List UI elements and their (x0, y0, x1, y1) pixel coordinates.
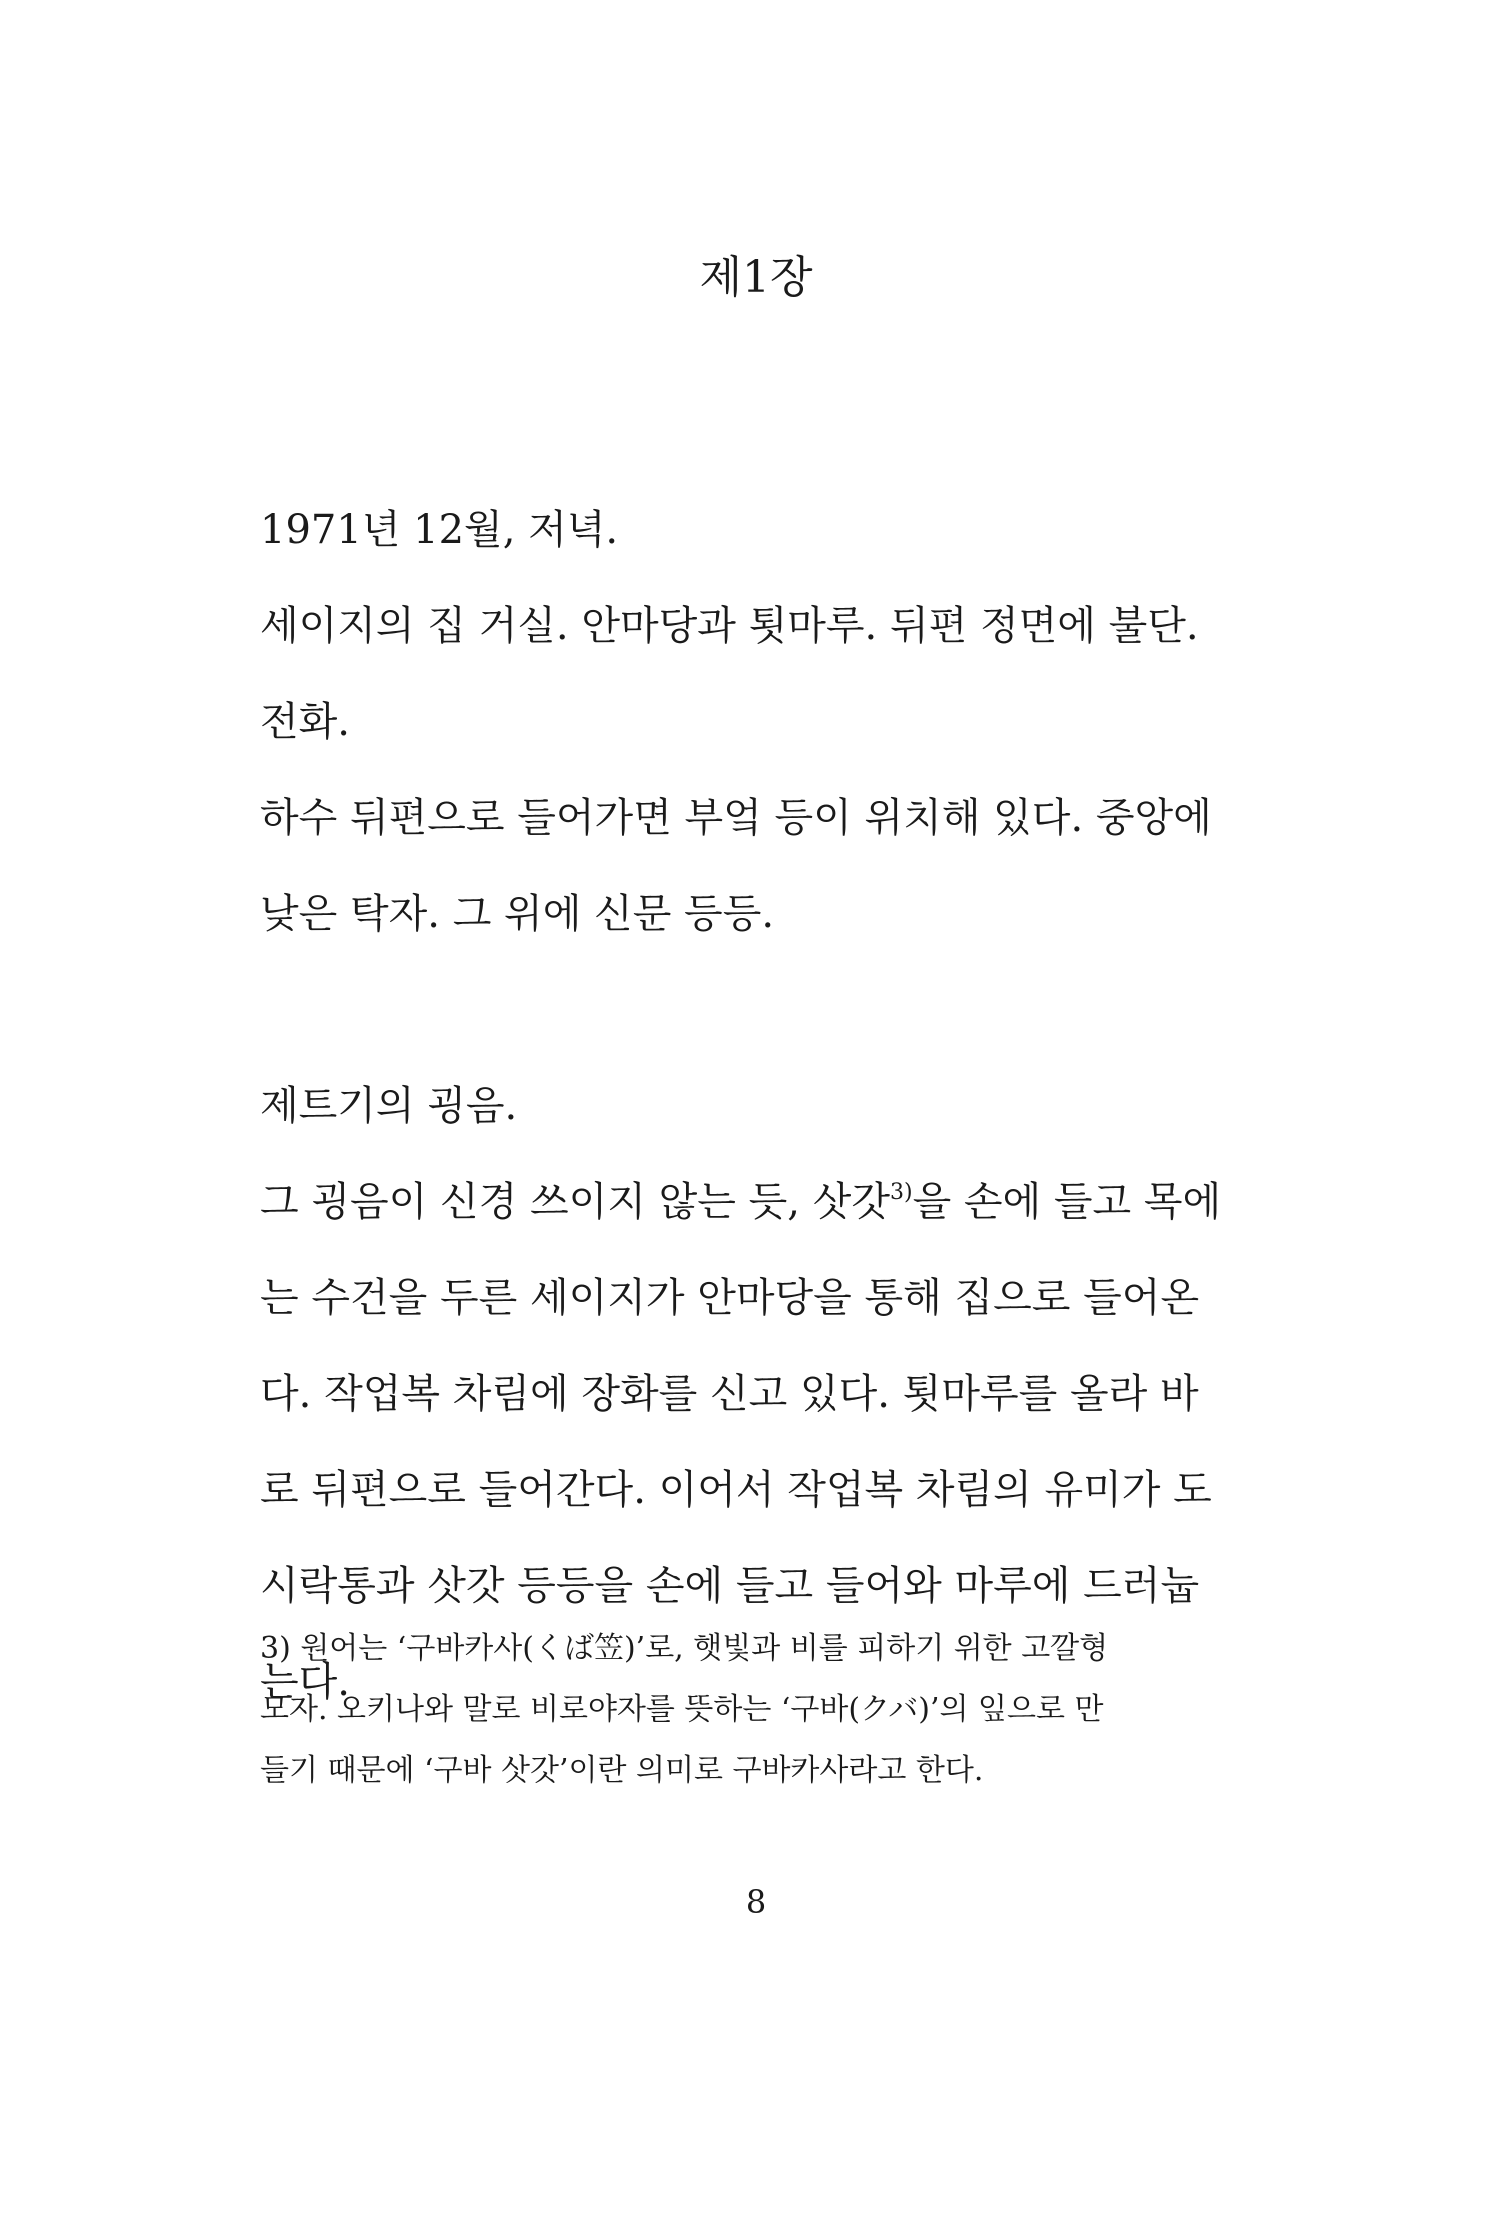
action-line: 제트기의 굉음. (260, 1083, 518, 1129)
action-line: 시락통과 삿갓 등등을 손에 들고 들어와 마루에 드러눕 (260, 1563, 1200, 1609)
scene-line: 1971년 12월, 저녁. (260, 507, 619, 553)
page-number: 8 (745, 1883, 767, 1921)
action-line: 는다. (260, 1659, 350, 1705)
footnote-line: 모자. 오키나와 말로 비로야자를 뜻하는 ‘구바(クバ)’의 잎으로 만 (260, 1692, 1104, 1727)
footnote-line: 들기 때문에 ‘구바 삿갓’이란 의미로 구바카사라고 한다. (260, 1753, 984, 1788)
chapter-title: 제1장 (699, 252, 813, 303)
footnote-line: 3) 원어는 ‘구바카사(くば笠)’로, 햇빛과 비를 피하기 위한 고깔형 (260, 1631, 1109, 1666)
paragraph-gap (260, 962, 1260, 1058)
scene-line: 세이지의 집 거실. 안마당과 툇마루. 뒤편 정면에 불단. (260, 603, 1199, 649)
action-line: 다. 작업복 차림에 장화를 신고 있다. 툇마루를 올라 바 (260, 1371, 1199, 1417)
action-line-text: 그 굉음이 신경 쓰이지 않는 듯, 삿갓 (260, 1179, 890, 1225)
action-line-text: 을 손에 들고 목에 (912, 1179, 1222, 1225)
scene-line: 하수 뒤편으로 들어가면 부엌 등이 위치해 있다. 중앙에 (260, 795, 1212, 841)
footnote (260, 1618, 1260, 1801)
action-line (260, 1154, 1260, 1250)
scene-line: 전화. (260, 699, 350, 745)
body-text (260, 482, 1260, 1730)
action-line: 로 뒤편으로 들어간다. 이어서 작업복 차림의 유미가 도 (260, 1467, 1212, 1513)
action-line: 는 수건을 두른 세이지가 안마당을 통해 집으로 들어온 (260, 1275, 1200, 1321)
footnote-reference: 3) (889, 1180, 913, 1205)
scene-line: 낮은 탁자. 그 위에 신문 등등. (260, 891, 775, 937)
